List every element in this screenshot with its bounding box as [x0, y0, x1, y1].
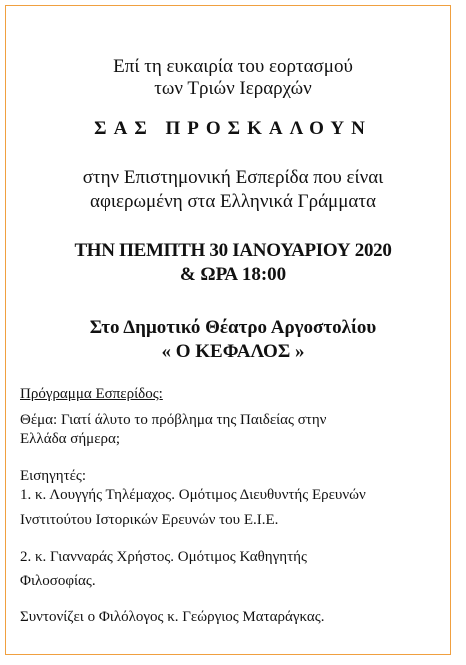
event-date: ΤΗΝ ΠΕΜΠΤΗ 30 ΙΑΝΟΥΑΡΙΟΥ 2020	[74, 240, 392, 261]
topic-line-2: Ελλάδα σήμερα;	[20, 431, 121, 447]
speaker-2-line-1: 2. κ. Γιανναράς Χρήστος. Ομότιμος Καθηγητής	[20, 549, 307, 565]
invite-heading: ΣΑΣ ΠΡΟΣΚΑΛΟΥΝ	[94, 118, 372, 139]
topic-line-1: Θέμα: Γιατί άλυτο το πρόβλημα της Παιδείας στην	[20, 412, 327, 428]
event-line-2: αφιερωμένη στα Ελληνικά Γράμματα	[90, 191, 376, 212]
speakers-label: Εισηγητές:	[20, 468, 87, 484]
program-heading: Πρόγραμμα Εσπερίδος:	[20, 386, 163, 402]
occasion-line-2: των Τριών Ιεραρχών	[154, 78, 312, 99]
speaker-1-line-2: Ινστιτούτου Ιστορικών Ερευνών του Ε.Ι.Ε.	[20, 512, 279, 528]
event-line-1: στην Επιστημονική Εσπερίδα που είναι	[82, 167, 384, 188]
speaker-2-line-2: Φιλοσοφίας.	[20, 573, 96, 589]
venue-line-2: « Ο ΚΕΦΑΛΟΣ »	[161, 341, 305, 362]
coordinator-line: Συντονίζει ο Φιλόλογος κ. Γεώργιος Ματαράγκας.	[20, 609, 325, 625]
event-time: & ΩΡΑ 18:00	[179, 264, 287, 285]
venue-line-1: Στο Δημοτικό Θέατρο Αργοστολίου	[89, 317, 377, 338]
speaker-1-line-1: 1. κ. Λουγγής Τηλέμαχος. Ομότιμος Διευθυντής Ερευνών	[20, 487, 366, 503]
occasion-line-1: Επί τη ευκαιρία του εορτασμού	[113, 56, 353, 77]
